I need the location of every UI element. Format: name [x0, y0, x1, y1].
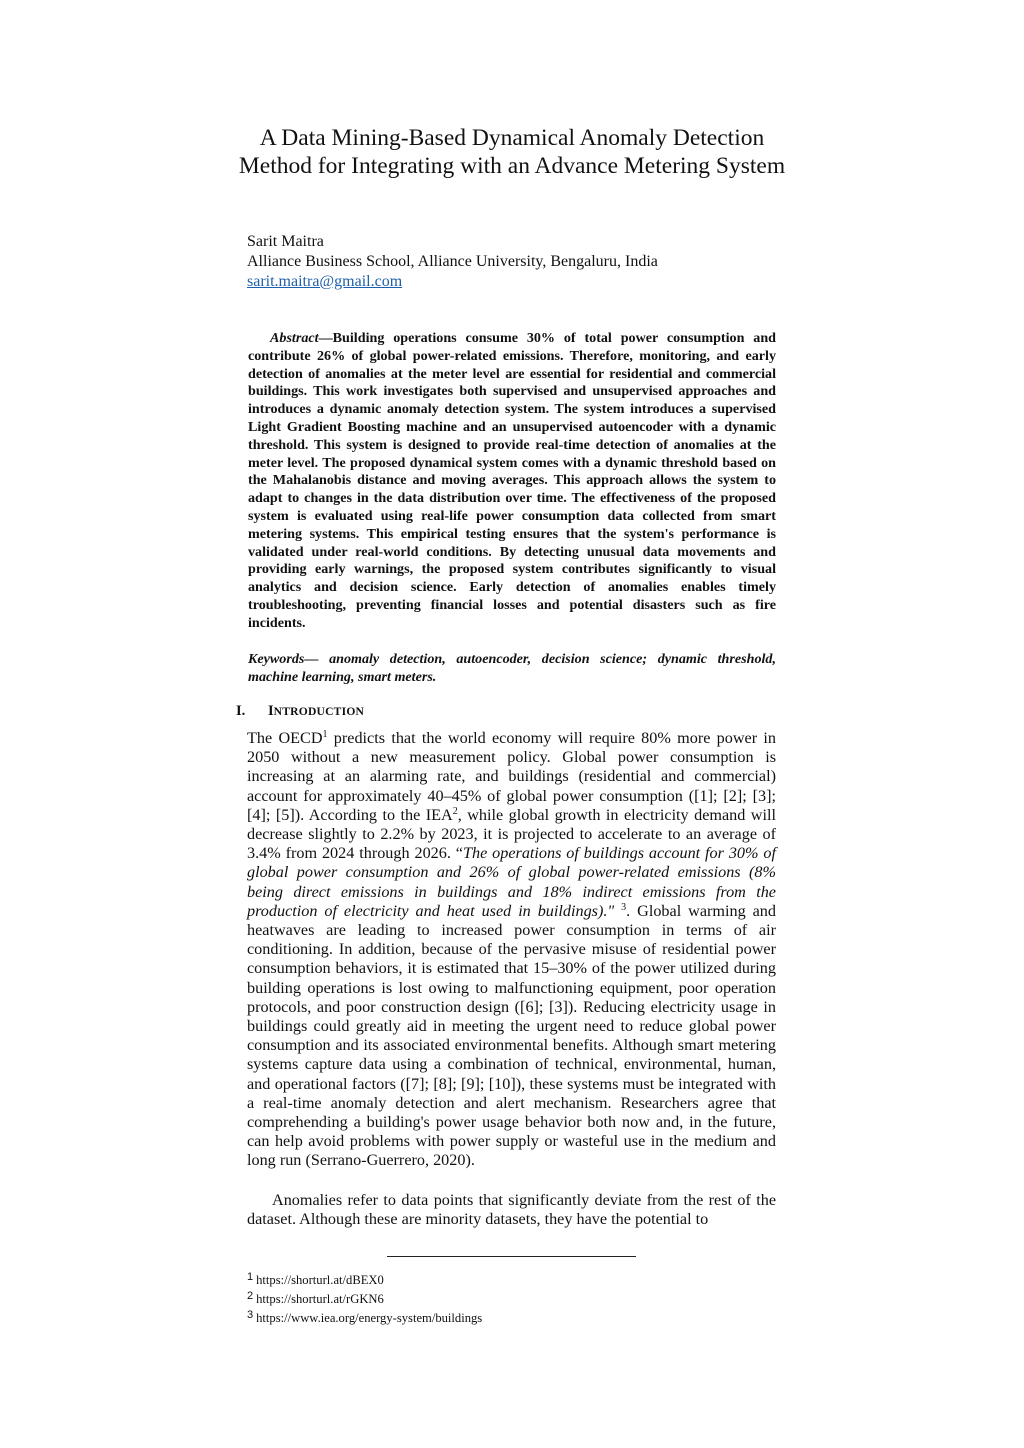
footnote-ref-3: 3 [621, 901, 627, 913]
iea-quote: The operations of buildings account for 30% of global power consumption and 26% of global power-related emissions (8% being direct emissions in buildings and 18% indirect emissions from the production of electricity and heat used in buildings)." [247, 844, 776, 920]
section-title-initial: I [268, 703, 274, 719]
author-email-link[interactable]: sarit.maitra@gmail.com [247, 273, 403, 290]
intro-text: . Global warming and heatwaves are leading to increased power consumption in terms of air conditioning. In addition, because of the pervasive misuse of residential power consumption behaviors, it is estimated that 15–30% of the power utilized during building operations is lost owing to malfunctioning equipment, poor operation protocols, and poor construction design ([6]; [3]). Reducing electricity usage in buildings could greatly aid in meeting the urgent need to reduce global power consumption and its associated environmental benefits. Although smart metering systems capture data using a combination of technical, environmental, human, and operational factors ([7]; [8]; [9]; [10]), these systems must be integrated with a real-time anomaly detection and alert mechanism. Researchers agree that comprehending a building's power usage behavior both now and, in the future, can help avoid problems with power supply or wasteful use in the medium and long run (Serrano-Guerrero, 2020). [247, 901, 776, 1170]
intro-text: , while global growth in electricity demand will decrease slightly to 2.2% by 2023, it is projected to accelerate to an average of 3.4% from 2024 through 2026. “ [247, 805, 776, 863]
keywords: Keywords— anomaly detection, autoencoder, decision science; dynamic threshold, machine learning, smart meters. [248, 651, 776, 685]
abstract-dash: — [318, 330, 333, 346]
footnote-ref-2: 2 [452, 805, 458, 817]
intro-text: The OECD [247, 729, 323, 747]
footnote-ref-1: 1 [322, 729, 328, 740]
author-block [247, 232, 658, 292]
author-name: Sarit Maitra [247, 233, 324, 250]
section-heading-introduction [236, 703, 364, 720]
footnote-3 [247, 1307, 482, 1326]
footnote-url[interactable]: https://www.iea.org/energy-system/buildings [256, 1311, 483, 1325]
intro-text: predicts that the world economy will require 80% more power in 2050 without a new measurement policy. Global power consumption is increasing at an alarming rate, and buildings (residential and commercial) account for approximately 40–45% of global power consumption ([1]; [2]; [3]; [4]; [5]). According to the IEA [247, 729, 776, 824]
footnote-divider [387, 1256, 636, 1257]
footnote-url[interactable]: https://shorturl.at/rGKN6 [256, 1292, 384, 1306]
footnote-1 [247, 1269, 384, 1288]
section-number: I. [236, 703, 246, 719]
intro-paragraph-1 [247, 729, 776, 1171]
abstract-label: Abstract [270, 330, 319, 346]
abstract-text: Building operations consume 30% of total power consumption and contribute 26% of global power-related emissions. Therefore, monitoring, and early detection of anomalies at the meter level are essential for residential and commercial buildings. This work investigates both supervised and unsupervised approaches and introduces a dynamic anomaly detection system. The system introduces a supervised Light Gradient Boosting machine and an unsupervised autoencoder with a dynamic threshold. This system is designed to provide real-time detection of anomalies at the meter level. The proposed dynamical system comes with a dynamic threshold based on the Mahalanobis distance and moving averages. This approach allows the system to adapt to changes in the data distribution over time. The effectiveness of the proposed system is evaluated using real-life power consumption data collected from smart metering systems. This empirical testing ensures that the system's performance is validated under real-world conditions. By detecting unusual data movements and providing early warnings, the proposed system contributes significantly to visual analytics and decision science. Early detection of anomalies enables timely troubleshooting, preventing financial losses and potential disasters such as fire incidents. [248, 330, 776, 631]
footnote-mark: 3 [247, 1309, 254, 1321]
footnote-2 [247, 1288, 384, 1307]
footnote-mark: 1 [247, 1271, 254, 1283]
author-affiliation: Alliance Business School, Alliance University, Bengaluru, India [247, 253, 658, 270]
section-title-rest: NTRODUCTION [273, 705, 365, 718]
footnote-mark: 2 [247, 1290, 254, 1302]
footnote-url[interactable]: https://shorturl.at/dBEX0 [256, 1273, 384, 1287]
abstract [248, 330, 776, 633]
paper-title: A Data Mining-Based Dynamical Anomaly Detection Method for Integrating with an Advance Metering System [238, 125, 786, 179]
intro-paragraph-2: Anomalies refer to data points that significantly deviate from the rest of the dataset. Although these are minority datasets, they have the potential to [247, 1191, 776, 1229]
